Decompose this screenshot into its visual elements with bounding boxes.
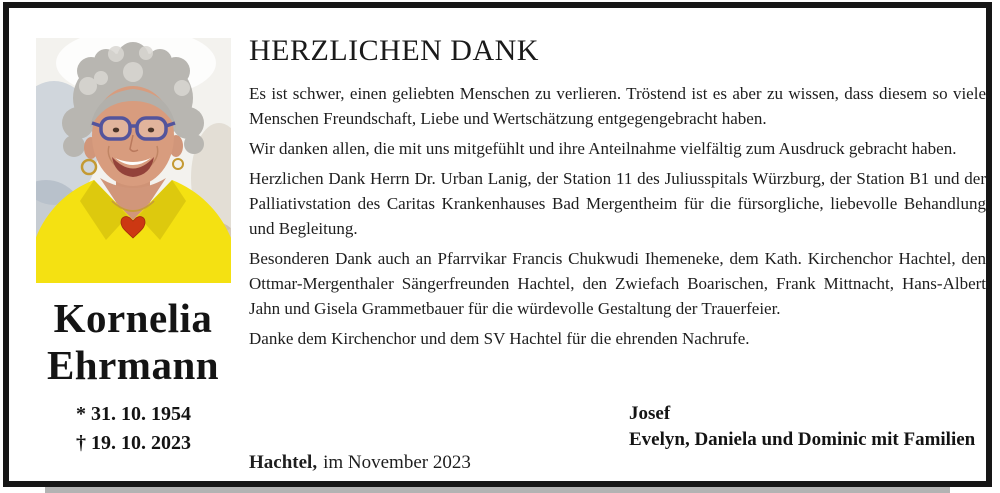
notice-title: HERZLICHEN DANK bbox=[249, 34, 539, 67]
thanks-paragraph-4: Besonderen Dank auch an Pfarrvikar Francis Chukwudi Ihemeneke, dem Kath. Kirchenchor Hachtel, den Ottmar-Mergenthaler Sängerfreunden Hachtel, den Zwiefach Boarischen, Frank Mittnacht, Hans-Albert Jahn und Gisela Grammetbauer für die würdevolle Gestaltung der Trauerfeier. bbox=[249, 249, 986, 318]
deceased-last-name: Ehrmann bbox=[46, 342, 220, 388]
portrait-photo bbox=[36, 38, 231, 283]
signature-line-2: Evelyn, Daniela und Dominic mit Familien bbox=[629, 429, 976, 450]
death-date-line: † 19. 10. 2023 bbox=[76, 432, 191, 454]
portrait-svg bbox=[36, 38, 231, 283]
signature-block bbox=[629, 401, 975, 453]
thanks-paragraph-2: Wir danken allen, die mit uns mitgefühlt und ihre Anteilnahme vielfältig zum Ausdruck gebracht haben. bbox=[249, 139, 957, 158]
notice-frame bbox=[3, 2, 992, 487]
notice-content bbox=[249, 34, 986, 356]
thanks-paragraph-1: Es ist schwer, einen geliebten Menschen zu verlieren. Tröstend ist es aber zu wissen, dass diesem so viele Menschen Freundschaft, Liebe und Wertschätzung entgegengebracht haben. bbox=[249, 84, 986, 128]
closing-place: Hachtel, bbox=[249, 452, 318, 473]
eye-left bbox=[113, 128, 119, 133]
thanks-paragraph-3: Herzlichen Dank Herrn Dr. Urban Lanig, der Station 11 des Juliusspitals Würzburg, der Station B1 und der Palliativstation des Caritas Krankenhauses Bad Mergentheim für die fürsorgliche, liebevolle Behandlung und Begleitung. bbox=[249, 169, 986, 238]
closing-line bbox=[249, 451, 471, 475]
closing-date: im November 2023 bbox=[323, 452, 471, 473]
signature-line-1: Josef bbox=[629, 403, 671, 424]
birth-date-line: * 31. 10. 1954 bbox=[76, 403, 191, 425]
life-dates bbox=[36, 400, 231, 458]
page-shadow bbox=[45, 487, 950, 493]
eye-right bbox=[148, 128, 154, 133]
deceased-first-name: Kornelia bbox=[53, 295, 213, 341]
deceased-name bbox=[23, 295, 243, 389]
thanks-paragraph-5: Danke dem Kirchenchor und dem SV Hachtel für die ehrenden Nachrufe. bbox=[249, 329, 750, 348]
